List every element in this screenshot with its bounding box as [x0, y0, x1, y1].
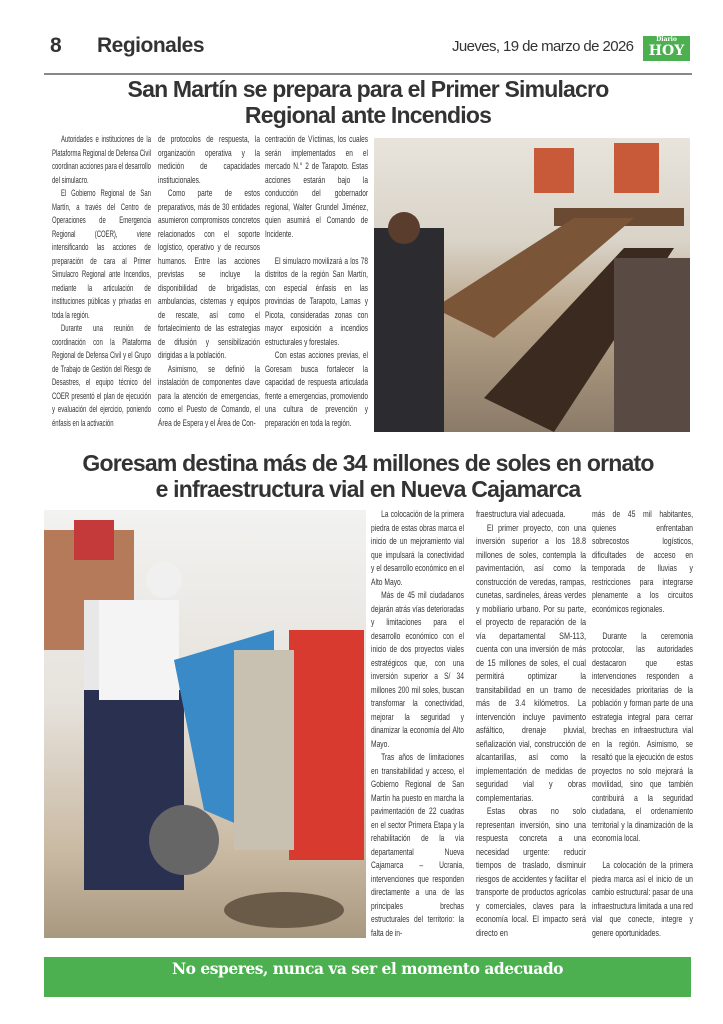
groundbreaking-photo-illustration: [44, 510, 366, 938]
article2-headline-line1: Goresam destina más de 34 millones de soles en ornato: [82, 450, 654, 476]
footer-banner: [44, 957, 691, 997]
header-divider: [44, 73, 692, 75]
footer-banner-text: No esperes, nunca va ser el momento adecuado: [172, 959, 563, 978]
article1-photo-meeting: [374, 138, 690, 432]
paragraph: La colocación de la primera piedra marca así el inicio de un cambio estructural: pasar de una infraestructura limitada a una red vial que conecte, integre y genere oportunidades.: [592, 860, 693, 938]
logo-big-text: HOY: [648, 43, 685, 59]
paragraph: Autoridades e instituciones de la Plataforma Regional de Defensa Civil coordinan acciones para el desarrollo del simulacro.: [52, 134, 151, 185]
article2-headline: [44, 450, 692, 502]
article2-photo-groundbreaking: [44, 510, 366, 938]
paragraph: Asimismo, se definió la instalación de componentes clave para la atención de emergencias, como el Puesto de Comando, el Área de Espera y el Área de Con-: [158, 363, 260, 428]
paragraph: El Gobierno Regional de San Martín, a través del Centro de Operaciones de Emergencia Regional (COER), viene intensificando las acciones de preparación de cara al Primer Simulacro Regional ante Incendios, mediante la articulación de instituciones públicas y privadas en toda la región.: [52, 188, 151, 320]
paragraph: Estas obras no solo representan inversión, sino una respuesta concreta a una necesidad urgente: reducir tiempos de traslado, disminuir riesgos de accidentes y facilitar el transporte de productos agrícolas y comerciales, claves para la economía local. El impacto será directo en: [476, 806, 586, 938]
article2-column-3: [592, 508, 693, 952]
paragraph: de protocolos de respuesta, la organización operativa y la medición de capacidades institucionales.: [158, 134, 260, 185]
section-title: Regionales: [97, 34, 205, 57]
diario-hoy-logo: [643, 36, 690, 61]
paragraph: Más de 45 mil ciudadanos dejarán atrás vías deterioradas y limitaciones para el desarrollo económico con el inicio de dos proyectos viales estratégicos que, con una inversión superior a S/ 34 millones 200 mil soles, buscan transformar la conectividad, mejorar la seguridad y dinamizar la economía del Alto Mayo.: [371, 590, 464, 749]
article1-column-2: [158, 133, 260, 433]
logo-small-text: Diario: [656, 36, 677, 43]
paragraph: Como parte de estos preparativos, más de 30 entidades asumieron compromisos concretos relacionados con el soporte logístico, operativo y de recursos humanos. Entre las acciones previstas se incluye la disponibilidad de brigadistas, ambulancias, cisternas y equipos de rescate, así como el fortalecimiento de las estrategias de difusión y sensibilización dirigidas a la población.: [158, 188, 260, 360]
paragraph: Con estas acciones previas, el Goresam busca fortalecer la capacidad de respuesta articulada frente a emergencias, promoviendo una cultura de prevención y preparación en toda la región.: [265, 350, 368, 428]
article1-headline-line1: San Martín se prepara para el Primer Simulacro: [127, 76, 609, 102]
article1-column-1: [52, 133, 151, 433]
meeting-photo-illustration: [374, 138, 690, 432]
article1-column-3: [265, 133, 368, 433]
article1-headline-line2: Regional ante Incendios: [244, 102, 492, 128]
paragraph: Durante una reunión de coordinación con la Plataforma Regional de Defensa Civil y el Grupo de Trabajo de Gestión del Riesgo de Desastres, el equipo técnico del COER presentó el plan de ejecución y evaluación del ejercicio, poniendo énfasis en la activación: [52, 323, 151, 428]
paragraph: Durante la ceremonia protocolar, las autoridades destacaron que estas intervenciones responden a necesidades prioritarias de la población y forman parte de una estrategia integral para cerrar brechas en infraestructura vial en la región. Asimismo, se resaltó que la ejecución de estos proyectos no solo mejorará la movilidad, sino que también contribuirá a la seguridad ciudadana, el ordenamiento territorial y la dinamización de la economía local.: [592, 630, 693, 843]
issue-date: Jueves, 19 de marzo de 2026: [452, 38, 634, 55]
article2-column-1: [371, 508, 464, 952]
paragraph: Tras años de limitaciones en transitabilidad y acceso, el Gobierno Regional de San Martín ha puesto en marcha la pavimentación de 22 cuadras en el sector Primera Etapa y la rehabilitación de la vía departamental Nueva Cajamarca – Ucrania, intervenciones que responden directamente a una de las principales brechas estructurales del territorio: la falta de in-: [371, 752, 464, 938]
paragraph: El simulacro movilizará a los 78 distritos de la región San Martín, con especial énfasis en las provincias de Tarapoto, Lamas y Picota, consideradas zonas con mayor exposición a incendios estructurales y forestales.: [265, 255, 368, 347]
paragraph: fraestructura vial adecuada.: [476, 509, 566, 519]
article1-headline: [44, 76, 692, 128]
page-number: 8: [50, 34, 62, 57]
article2-headline-line2: e infraestructura vial en Nueva Cajamarca: [155, 476, 581, 502]
paragraph: más de 45 mil habitantes, quienes enfrentaban sobrecostos logísticos, dificultades de acceso en temporada de lluvias y restricciones para integrarse plenamente a los circuitos económicos regionales.: [592, 509, 693, 614]
article2-column-2: [476, 508, 586, 952]
paragraph: centración de Víctimas, los cuales serán implementados en el mercado N.° 2 de Tarapoto. Estas acciones estarán bajo la conducción del gobernador regional, Walter Grundel Jiménez, quien asumirá el Comando de Incidente.: [265, 134, 368, 239]
paragraph: El primer proyecto, con una inversión superior a los 18.8 millones de soles, contempla la pavimentación, así como la construcción de veredas, rampas, cunetas, sardineles, áreas verdes y mobiliario urbano. Por su parte, el proyecto de reparación de la vía departamental SM-113, cuenta con una inversión de más de 15 millones de soles, el cual permitirá optimizar la transitabilidad en un tramo de más de 3.4 kilómetros. La intervención incluye pavimento asfáltico, drenaje pluvial, señalización vial, construcción de alcantarillas, así como la implementación de medidas de seguridad vial y obras complementarias.: [476, 522, 586, 803]
paragraph: La colocación de la primera piedra de estas obras marca el inicio de un mejoramiento vial que impulsará la conectividad y el desarrollo económico en el Alto Mayo.: [371, 509, 464, 587]
